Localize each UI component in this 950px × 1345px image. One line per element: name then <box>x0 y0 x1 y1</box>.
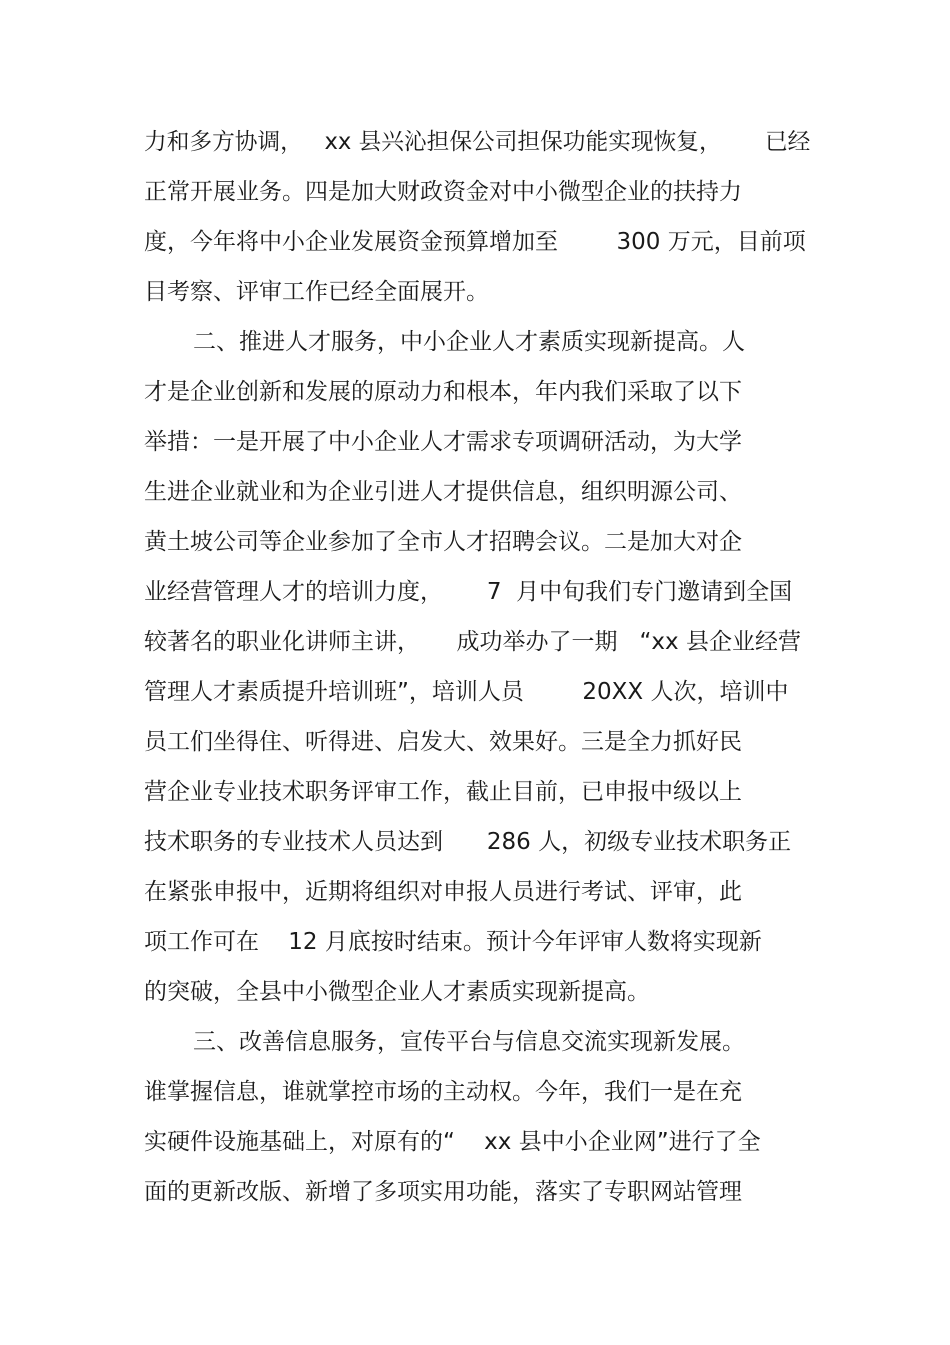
text-line: 的突破，全县中小微型企业人才素质实现新提高。 <box>144 979 650 1005</box>
text-line: 项工作可在 12 月底按时结束。预计今年评审人数将实现新 <box>144 929 762 955</box>
text-line: 管理人才素质提升培训班”，培训人员 20XX 人次，培训中 <box>144 679 789 705</box>
text-line: 较著名的职业化讲师主讲， 成功举办了一期 “xx 县企业经营 <box>144 629 801 655</box>
text-line: 举措：一是开展了中小企业人才需求专项调研活动，为大学 <box>144 429 742 455</box>
text-line: 业经营管理人才的培训力度， 7 月中旬我们专门邀请到全国 <box>144 579 793 605</box>
text-line: 员工们坐得住、听得进、启发大、效果好。三是全力抓好民 <box>144 729 742 755</box>
text-line: 面的更新改版、新增了多项实用功能，落实了专职网站管理 <box>144 1179 742 1205</box>
text-line: 营企业专业技术职务评审工作，截止目前，已申报中级以上 <box>144 779 742 805</box>
text-line: 目考察、评审工作已经全面展开。 <box>144 279 489 305</box>
text-line: 度，今年将中小企业发展资金预算增加至 300 万元，目前项 <box>144 229 806 255</box>
text-line: 正常开展业务。四是加大财政资金对中小微型企业的扶持力 <box>144 179 742 205</box>
text-line: 在紧张申报中，近期将组织对申报人员进行考试、评审，此 <box>144 879 742 905</box>
text-line: 黄土坡公司等企业参加了全市人才招聘会议。二是加大对企 <box>144 529 742 555</box>
paragraph-heading-2: 二、推进人才服务，中小企业人才素质实现新提高。人 <box>193 329 745 355</box>
text-line: 技术职务的专业技术人员达到 286 人，初级专业技术职务正 <box>144 829 792 855</box>
text-line: 谁掌握信息，谁就掌控市场的主动权。今年，我们一是在充 <box>144 1079 742 1105</box>
text-line: 生进企业就业和为企业引进人才提供信息，组织明源公司、 <box>144 479 742 505</box>
text-line: 力和多方协调， xx 县兴沁担保公司担保功能实现恢复， 已经 <box>144 129 811 155</box>
text-line: 实硬件设施基础上，对原有的“ xx 县中小企业网”进行了全 <box>144 1129 761 1155</box>
text-line: 才是企业创新和发展的原动力和根本，年内我们采取了以下 <box>144 379 742 405</box>
paragraph-heading-3: 三、改善信息服务，宣传平台与信息交流实现新发展。 <box>193 1029 745 1055</box>
